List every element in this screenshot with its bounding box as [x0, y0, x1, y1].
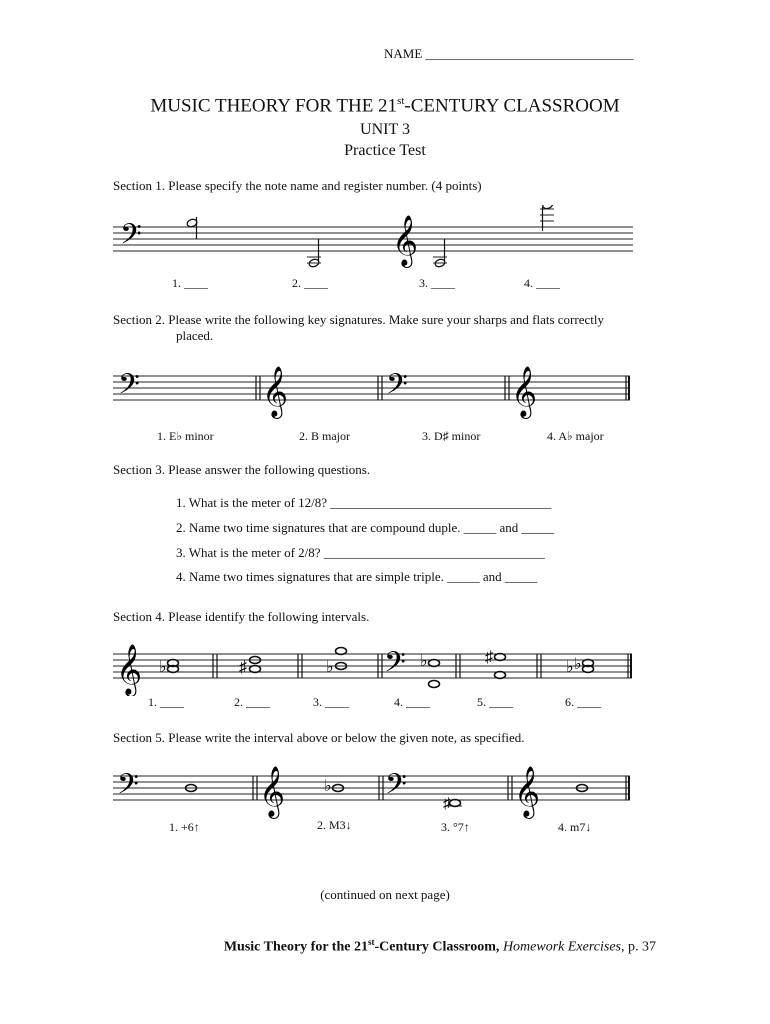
- key-label: 3. D♯ minor: [422, 429, 481, 443]
- continued-note: (continued on next page): [320, 887, 450, 902]
- name-blank: ________________________________: [425, 46, 634, 61]
- section4-heading: Section 4. Please identify the following intervals.: [113, 609, 370, 624]
- answer-label: 2. ____: [292, 276, 328, 290]
- question: 3. What is the meter of 2/8? __________________________________: [176, 545, 545, 560]
- interval-instruction: 1. +6↑: [169, 820, 200, 834]
- question: 1. What is the meter of 12/8? __________________________________: [176, 495, 552, 510]
- answer-label: 1. ____: [172, 276, 208, 290]
- interval-label: 2. ____: [234, 695, 270, 709]
- flat-icon: ♭: [574, 656, 582, 673]
- name-label: NAME: [384, 46, 423, 61]
- sharp-icon: ♯: [485, 649, 493, 666]
- flat-icon: ♭: [566, 659, 574, 676]
- question: 4. Name two times signatures that are simple triple. _____ and _____: [176, 569, 538, 584]
- section4-staff: [0, 640, 770, 696]
- page-footer: Music Theory for the 21st-Century Classroom, Homework Exercises, p. 37: [223, 937, 656, 955]
- name-field: [384, 46, 634, 62]
- unit-title: UNIT 3: [360, 121, 410, 138]
- flat-icon: ♭: [420, 653, 428, 670]
- key-label: 2. B major: [299, 429, 350, 443]
- section2-heading-cont: placed.: [176, 328, 214, 343]
- flat-icon: ♭: [324, 778, 332, 795]
- page-title: MUSIC THEORY FOR THE 21st-CENTURY CLASSROOM: [150, 95, 620, 117]
- sharp-icon: ♯: [443, 796, 451, 812]
- treble-clef-icon: 𝄞: [262, 366, 289, 417]
- section5-staff: [0, 764, 770, 820]
- treble-clef-icon: 𝄞: [259, 766, 286, 817]
- treble-clef-icon: 𝄞: [514, 766, 541, 817]
- sharp-icon: ♯: [239, 659, 247, 676]
- whole-note: [450, 800, 461, 807]
- bass-clef-icon: 𝄢: [385, 768, 407, 808]
- bass-clef-icon: 𝄢: [117, 768, 139, 808]
- treble-clef-icon: 𝄞: [392, 215, 419, 266]
- interval-instruction: 4. m7↓: [558, 820, 592, 834]
- interval-label: 4. ____: [394, 695, 430, 709]
- section3-heading: Section 3. Please answer the following questions.: [113, 462, 371, 477]
- bass-clef-icon: 𝄢: [384, 646, 406, 686]
- treble-clef-icon: 𝄞: [511, 366, 538, 417]
- treble-clef-icon: 𝄞: [116, 644, 143, 695]
- interval-label: 5. ____: [477, 695, 513, 709]
- flat-icon: ♭: [159, 659, 167, 676]
- section1-heading: Section 1. Please specify the note name and register number. (4 points): [113, 178, 482, 193]
- interval-instruction: 3. °7↑: [441, 820, 470, 834]
- interval-label: 1. ____: [148, 695, 184, 709]
- answer-label: 3. ____: [419, 276, 455, 290]
- section5-heading: Section 5. Please write the interval above or below the given note, as specified.: [113, 730, 525, 745]
- bass-clef-icon: 𝄢: [118, 368, 140, 408]
- bass-clef-icon: 𝄢: [386, 368, 408, 408]
- key-label: 4. A♭ major: [547, 429, 604, 443]
- section2-staff: [0, 362, 770, 422]
- key-label: 1. E♭ minor: [157, 429, 214, 443]
- interval-label: 6. ____: [565, 695, 601, 709]
- answer-label: 4. ____: [524, 276, 560, 290]
- interval-label: 3. ____: [313, 695, 349, 709]
- question: 2. Name two time signatures that are compound duple. _____ and _____: [176, 520, 555, 535]
- interval-instruction: 2. M3↓: [317, 818, 352, 832]
- flat-icon: ♭: [326, 659, 334, 676]
- section1-staff: [0, 205, 770, 275]
- bass-clef-icon: 𝄢: [120, 218, 142, 258]
- test-subtitle: Practice Test: [344, 142, 426, 159]
- section2-heading: Section 2. Please write the following key signatures. Make sure your sharps and flats correctly: [113, 312, 604, 327]
